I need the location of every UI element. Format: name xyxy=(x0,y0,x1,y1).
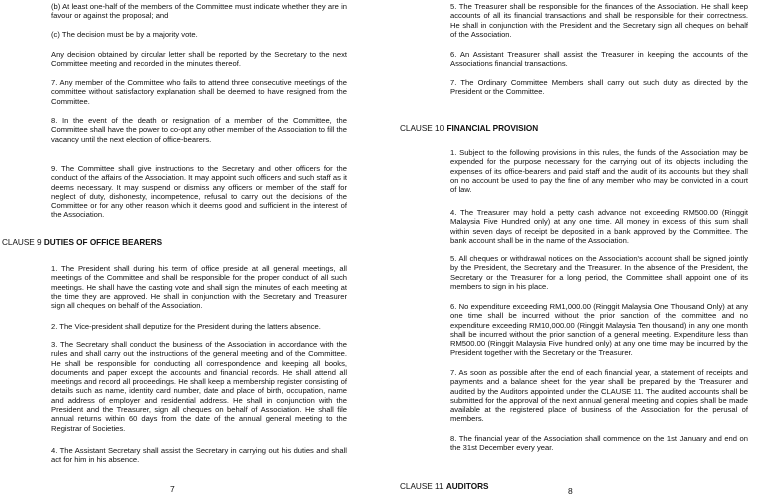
clause-9-heading xyxy=(2,238,162,248)
finance-6: 6. No expenditure exceeding RM1,000.00 (Ringgit Malaysia One Thousand Only) at any one time shall be incurred without the prior sanction of the committee and no expenditure exceeding RM10,000.00 (Ringgit Malaysia Ten thousand) in any one month shall be incurred without the prior sanction of a general meeting. Expenditure less than RM500.00 (Ringgit Malaysia Five hundred only) at any one time may be incurred by the President together with the Secretary or the Treasurer. xyxy=(450,302,748,358)
right-page xyxy=(384,0,768,498)
clause-11-heading xyxy=(400,482,488,492)
paragraph-6b: (b) At least one-half of the members of the Committee must indicate whether they are in favour or against the proposal; and xyxy=(51,2,347,21)
clause-10-title: FINANCIAL PROVISION xyxy=(446,124,539,133)
finance-8: 8. The financial year of the Association shall commence on the 1st January and end on the 31st December every year. xyxy=(450,434,748,453)
finance-1: 1. Subject to the following provisions in this rules, the funds of the Association may be expended for the purpose necessary for the carrying out of its objects including the expenses of its office-bearers and paid staff and the audit of its accounts but they shall on no account be used to pay the fine of any member who may be convicted in a court of law. xyxy=(450,148,748,195)
finance-7: 7. As soon as possible after the end of each financial year, a statement of receipts and payments and a balance sheet for the year shall be prepared by the Treasurer and audited by the Auditors appointed under the CLAUSE 11. The audited accounts shall be submitted for the approval of the next annual general meeting and copies shall be made available at the registered place of business of the Association for the perusal of members. xyxy=(450,368,748,424)
paragraph-9: 9. The Committee shall give instructions to the Secretary and other officers for the conduct of the affairs of the Association. It may appoint such officers and such staff as it deems necessary. It may suspend or dismiss any officers or member of the staff for neglect of duty, dishonesty, incompetence, refusal to carry out the decisions of the Committee or for any other reason which it deems good and sufficient in the interest of the Association. xyxy=(51,164,347,220)
finance-4: 4. The Treasurer may hold a petty cash advance not exceeding RM500.00 (Ringgit Malaysia Five Hundred only) at any one time. All money in excess of this sum shall within seven days of receipt be deposited in a bank approved by the Committee. The bank account shall be in the name of the Association. xyxy=(450,208,748,245)
paragraph-7: 7. Any member of the Committee who fails to attend three consecutive meetings of the committee without satisfactory explanation shall be deemed to have resigned from the Committee. xyxy=(51,78,347,106)
clause-11-label: CLAUSE 11 xyxy=(400,482,444,491)
duty-treasurer: 5. The Treasurer shall be responsible for the finances of the Association. He shall keep accounts of all its financial transactions and shall be responsible for their correctness. He shall in conjunction with the President and the Secretary sign all cheques on behalf of the Association. xyxy=(450,2,748,39)
page-number: 7 xyxy=(170,484,175,494)
clause-10-heading xyxy=(400,124,538,134)
duty-assistant-secretary: 4. The Assistant Secretary shall assist the Secretary in carrying out his duties and shall act for him in his absence. xyxy=(51,446,347,465)
clause-10-label: CLAUSE 10 xyxy=(400,124,445,133)
paragraph-6c: (c) The decision must be by a majority vote. xyxy=(51,30,198,39)
paragraph-8: 8. In the event of the death or resignation of a member of the Committee, the Committee shall have the power to co-opt any other member of the Association to fill the vacancy until the next election of office-bearers. xyxy=(51,116,347,144)
duty-assistant-treasurer: 6. An Assistant Treasurer shall assist the Treasurer in keeping the accounts of the Associations financial transactions. xyxy=(450,50,748,69)
duty-ordinary-members: 7. The Ordinary Committee Members shall carry out such duty as directed by the President or the Committee. xyxy=(450,78,748,97)
duty-secretary: 3. The Secretary shall conduct the business of the Association in accordance with the rules and shall carry out the instructions of the general meeting and of the Committee. He shall be responsible for conducting all correspondence and keeping all books, documents and paper except the accounts and financial records. He shall attend all meetings and record all proceedings. He shall keep a membership register consisting of details such as name, identity card number, date and place of birth, occupation, name and address of employer and residential address. He shall in conjunction with the President and the Treasurer, sign all cheques on behalf of Association. He shall file annual returns within 60 days from the date of the annual general meeting to the Registrar of Societies. xyxy=(51,340,347,433)
clause-9-label: CLAUSE 9 xyxy=(2,238,42,247)
page-number: 8 xyxy=(568,486,573,496)
paragraph-circular-letter: Any decision obtained by circular letter shall be reported by the Secretary to the next Committee meeting and recorded in the minutes thereof. xyxy=(51,50,347,69)
finance-5: 5. All cheques or withdrawal notices on the Association's account shall be signed jointly by the President, the Secretary and the Treasurer. In the absence of the President, the Secretary or the Treasurer for a long period, the Committee shall appoint one of its members to sign in his place. xyxy=(450,254,748,291)
duty-president: 1. The President shall during his term of office preside at all general meetings, all meetings of the Committee and shall be responsible for the proper conduct of all such meetings. He shall have the casting vote and shall sign the minutes of each meeting at the time they are approved. He shall in conjunction with the Secretary and Treasurer sign all cheques on behalf of the Association. xyxy=(51,264,347,311)
clause-9-title: DUTIES OF OFFICE BEARERS xyxy=(43,238,163,247)
duty-vice-president: 2. The Vice-president shall deputize for the President during the latters absence. xyxy=(51,322,321,331)
clause-11-title: AUDITORS xyxy=(445,482,489,491)
